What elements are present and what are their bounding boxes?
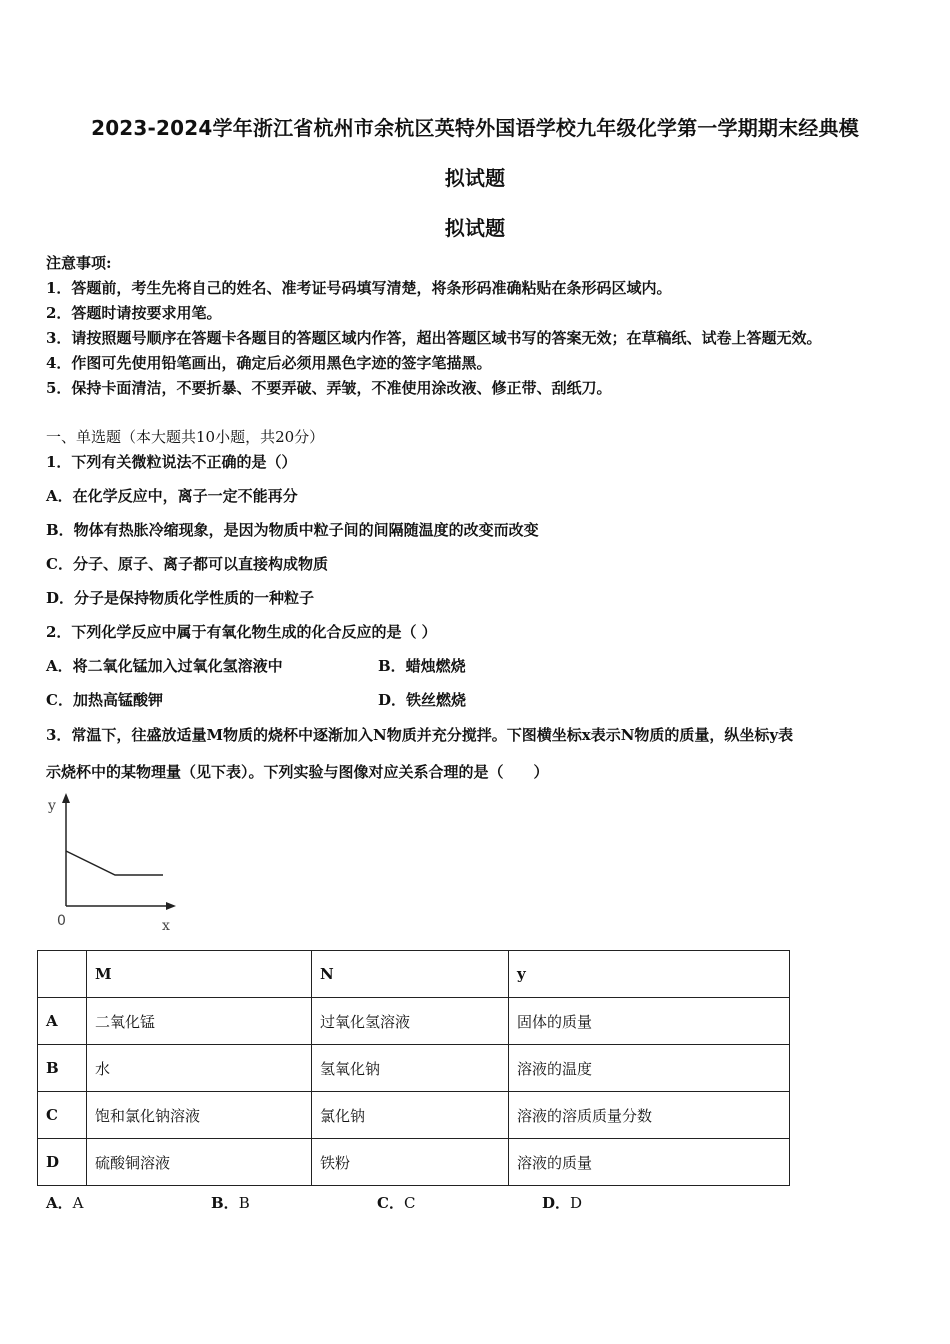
notice-item-1: 1．答题前，考生先将自己的姓名、准考证号码填写清楚，将条形码准确粘贴在条形码区域内。 <box>46 279 672 297</box>
graph-curve <box>66 851 163 875</box>
table-cell: 氢氧化钠 <box>312 1045 509 1092</box>
answer-label: C． <box>377 1194 404 1212</box>
table-cell: 溶液的质量 <box>509 1139 790 1186</box>
answer-value: C <box>403 1194 416 1212</box>
q1-option-c: C．分子、原子、离子都可以直接构成物质 <box>46 555 328 573</box>
table-cell: 水 <box>87 1045 312 1092</box>
doc-title-line1: 2023-2024学年浙江省杭州市余杭区英特外国语学校九年级化学第一学期期末经典模 <box>91 116 859 140</box>
q1-stem: 1．下列有关微粒说法不正确的是（） <box>46 453 297 471</box>
graph-origin-label: 0 <box>57 913 66 929</box>
table-header-cell: y <box>509 951 790 998</box>
table-row <box>38 998 790 1045</box>
table-cell: 二氧化锰 <box>87 998 312 1045</box>
q1-option-a: A．在化学反应中，离子一定不能再分 <box>46 487 298 505</box>
y-axis-arrow <box>62 793 70 803</box>
doc-title-line2: 拟试题 <box>444 166 506 190</box>
table-row <box>38 1139 790 1186</box>
q3-stem-line1: 3．常温下，往盛放适量M物质的烧杯中逐渐加入N物质并充分搅拌。下图横坐标x表示N物质的质量，纵坐标y表 <box>46 726 794 744</box>
notice-item-3: 3．请按照题号顺序在答题卡各题目的答题区域内作答，超出答题区域书写的答案无效；在草稿纸、试卷上答题无效。 <box>46 329 822 347</box>
q2-option-a: A．将二氧化锰加入过氧化氢溶液中 <box>46 657 283 675</box>
table-row <box>38 1045 790 1092</box>
q1-option-b: B．物体有热胀冷缩现象，是因为物质中粒子间的间隔随温度的改变而改变 <box>46 521 539 539</box>
q3-graph <box>40 790 190 935</box>
notice-item-2: 2．答题时请按要求用笔。 <box>46 304 222 322</box>
table-cell: 溶液的溶质质量分数 <box>509 1092 790 1139</box>
q3-answer-d <box>542 1192 582 1213</box>
notice-item-4: 4．作图可先使用铅笔画出，确定后必须用黑色字迹的签字笔描黑。 <box>46 354 492 372</box>
doc-subtitle: 拟试题 <box>444 216 506 240</box>
table-cell: 固体的质量 <box>509 998 790 1045</box>
q3-answer-c <box>377 1192 415 1213</box>
q2-option-c: C．加热高锰酸钾 <box>46 691 163 709</box>
section-heading: 一、单选题（本大题共10小题，共20分） <box>46 428 325 446</box>
table-cell: A <box>38 998 87 1045</box>
answer-value: A <box>72 1194 84 1212</box>
q3-answer-a <box>46 1192 83 1213</box>
table-cell: 饱和氯化钠溶液 <box>87 1092 312 1139</box>
graph-x-label: x <box>162 918 170 934</box>
q3-table <box>37 950 790 1186</box>
q2-option-d: D．铁丝燃烧 <box>378 691 467 709</box>
table-cell: D <box>38 1139 87 1186</box>
answer-value: D <box>570 1194 583 1212</box>
table-cell: 铁粉 <box>312 1139 509 1186</box>
answer-value: B <box>238 1194 250 1212</box>
answer-label: D． <box>542 1194 571 1212</box>
q3-answer-b <box>211 1192 250 1213</box>
graph-y-label: y <box>48 798 56 814</box>
answer-label: B． <box>211 1194 239 1212</box>
q3-stem-line2: 示烧杯中的某物理量（见下表）。下列实验与图像对应关系合理的是（ ） <box>46 763 549 781</box>
table-cell: 溶液的温度 <box>509 1045 790 1092</box>
table-header-cell: M <box>87 951 312 998</box>
q2-option-b: B．蜡烛燃烧 <box>378 657 466 675</box>
table-cell: B <box>38 1045 87 1092</box>
notice-item-5: 5．保持卡面清洁，不要折暴、不要弄破、弄皱，不准使用涂改液、修正带、刮纸刀。 <box>46 379 612 397</box>
notice-heading: 注意事项: <box>46 254 112 272</box>
table-header-cell <box>38 951 87 998</box>
table-cell: C <box>38 1092 87 1139</box>
table-cell: 硫酸铜溶液 <box>87 1139 312 1186</box>
table-cell: 氯化钠 <box>312 1092 509 1139</box>
table-header-cell: N <box>312 951 509 998</box>
q2-stem: 2．下列化学反应中属于有氧化物生成的化合反应的是（ ） <box>46 623 437 641</box>
table-row <box>38 1092 790 1139</box>
answer-label: A． <box>46 1194 73 1212</box>
x-axis-arrow <box>166 902 176 910</box>
table-cell: 过氧化氢溶液 <box>312 998 509 1045</box>
q1-option-d: D．分子是保持物质化学性质的一种粒子 <box>46 589 315 607</box>
table-header-row <box>38 951 790 998</box>
